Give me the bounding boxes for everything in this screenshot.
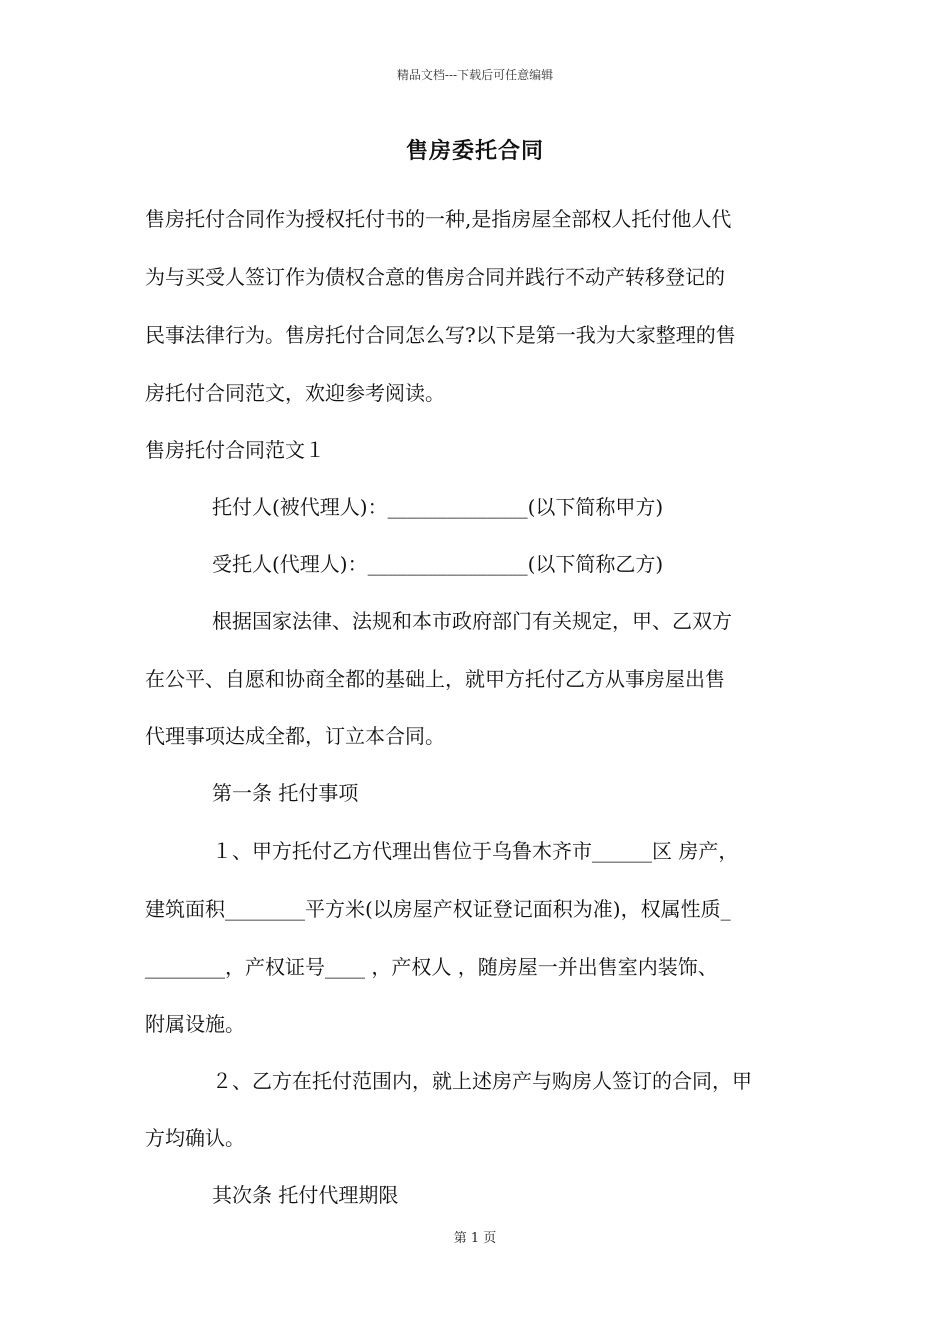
- article-heading: 其次条 托付代理期限: [212, 1183, 399, 1207]
- preamble-line: 根据国家法律、法规和本市政府部门有关规定，甲、乙双方: [212, 609, 732, 633]
- clause-line: １、甲方托付乙方代理出售位于乌鲁木齐市______区 房产，: [212, 839, 739, 863]
- preamble-line: 代理事项达成全都，订立本合同。: [145, 724, 445, 748]
- preamble-line: 在公平、自愿和协商全都的基础上，就甲方托付乙方从事房屋出售: [145, 667, 725, 691]
- clause-line: ________，产权证号____ ，产权人 ，随房屋一并出售室内装饰、: [145, 955, 718, 979]
- clause-line: ２、乙方在托付范围内，就上述房产与购房人签订的合同，甲: [212, 1069, 752, 1093]
- intro-line: 民事法律行为。售房托付合同怎么写?以下是第一我为大家整理的售: [145, 323, 736, 347]
- intro-line: 售房托付合同作为授权托付书的一种,是指房屋全部权人托付他人代: [145, 207, 732, 231]
- sample-heading: 售房托付合同范文１: [145, 438, 325, 462]
- intro-line: 房托付合同范文，欢迎参考阅读。: [145, 381, 445, 405]
- clause-line: 方均确认。: [145, 1126, 245, 1150]
- article-heading: 第一条 托付事项: [212, 781, 359, 805]
- agent-line: 受托人(代理人)：________________(以下简称乙方): [212, 552, 664, 576]
- principal-line: 托付人(被代理人)：______________(以下简称甲方): [212, 495, 664, 519]
- clause-line: 附属设施。: [145, 1012, 245, 1036]
- intro-line: 为与买受人签订作为债权合意的售房合同并践行不动产转移登记的: [145, 265, 725, 289]
- clause-line: 建筑面积________平方米(以房屋产权证登记面积为准)，权属性质_: [145, 897, 731, 921]
- document-title: 售房委托合同: [405, 138, 544, 164]
- page-number: 第 1 页: [453, 1231, 497, 1246]
- header-note: 精品文档---下载后可任意编辑: [396, 68, 554, 82]
